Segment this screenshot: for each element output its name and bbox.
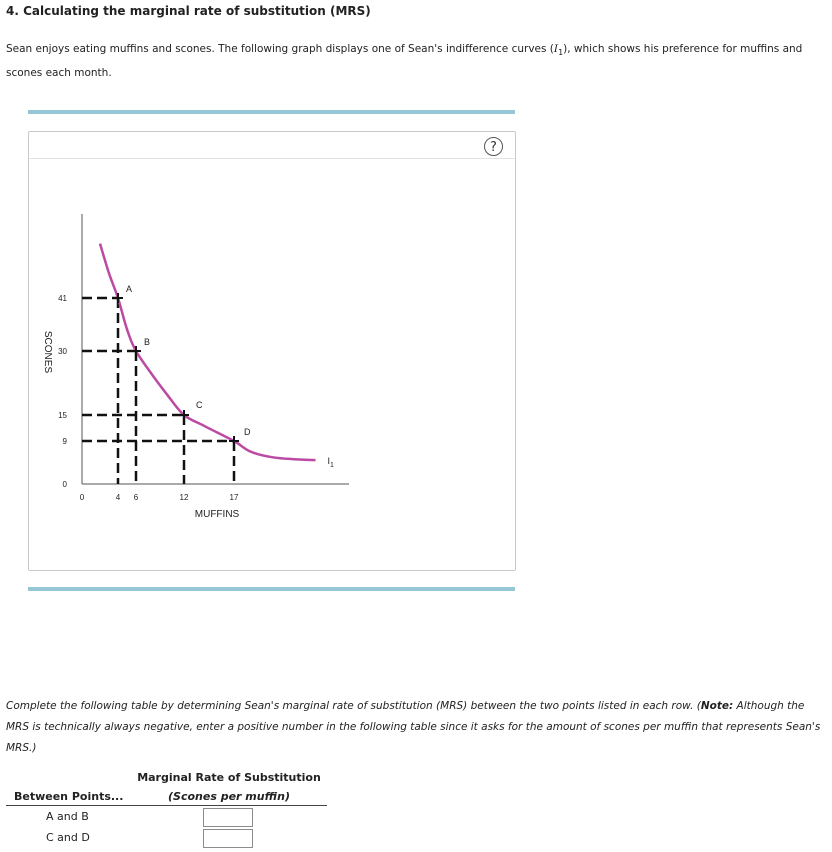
x-tick-0: 0 [79, 493, 85, 502]
point-c [179, 400, 203, 420]
question-intro [6, 39, 821, 83]
y-tick-15: 15 [58, 411, 67, 420]
point-d [229, 427, 251, 446]
dashed-guides [82, 298, 234, 484]
intro-text-end: ), which shows his preference for muffins and scones each month. [6, 43, 803, 80]
y-tick-0: 0 [62, 480, 67, 489]
mrs-column-title: Marginal Rate of Substitution [137, 771, 321, 784]
row-label-c-d: C and D [46, 831, 90, 844]
y-tick-41: 41 [58, 294, 67, 303]
x-tick-12: 12 [179, 493, 189, 502]
mrs-column-header [136, 768, 322, 806]
point-label-d: D [244, 427, 251, 437]
instructions-text-start: Complete the following table by determining Sean's marginal rate of substitution (MRS) between the two points listed in each row. ( [6, 700, 701, 712]
graph-panel [28, 131, 516, 571]
curve-label-i1 [328, 456, 335, 469]
bottom-divider [28, 587, 515, 591]
table-header-line [6, 805, 327, 806]
points-column-header: Between Points... [14, 790, 124, 803]
point-label-c: C [196, 400, 203, 410]
question-title: 4. Calculating the marginal rate of substitution (MRS) [6, 4, 371, 18]
table-instructions [6, 696, 830, 759]
y-axis-label: SCONES [42, 330, 53, 374]
intro-text-start: Sean enjoys eating muffins and scones. The following graph displays one of Sean's indifference curves ( [6, 43, 554, 55]
x-axis-label: MUFFINS [194, 509, 240, 520]
help-button[interactable]: ? [484, 137, 503, 156]
instructions-text-end: Although the MRS is technically always negative, enter a positive number in the following table since it asks for the amount of scones per muffin that represents Sean's MRS.) [6, 700, 821, 754]
curve-label-subscript: 1 [330, 462, 334, 470]
y-tick-9: 9 [62, 437, 67, 446]
intro-curve-symbol: I [553, 43, 559, 55]
x-tick-17: 17 [229, 493, 239, 502]
intro-curve-subscript: 1 [558, 48, 564, 58]
x-tick-4: 4 [115, 493, 121, 502]
mrs-column-unit: (Scones per muffin) [168, 790, 290, 803]
curve-points [113, 284, 251, 446]
curve-label-main: I [327, 456, 331, 467]
point-label-a: A [126, 284, 133, 294]
axis-ticks [58, 294, 239, 502]
indifference-chart [29, 132, 515, 570]
mrs-input-a-b[interactable] [203, 808, 253, 827]
top-divider [28, 110, 515, 114]
point-label-b: B [144, 337, 151, 347]
mrs-input-c-d[interactable] [203, 829, 253, 848]
row-label-a-b: A and B [46, 810, 89, 823]
instructions-note-label: Note: [700, 700, 734, 712]
x-tick-6: 6 [133, 493, 139, 502]
y-tick-30: 30 [58, 347, 67, 356]
